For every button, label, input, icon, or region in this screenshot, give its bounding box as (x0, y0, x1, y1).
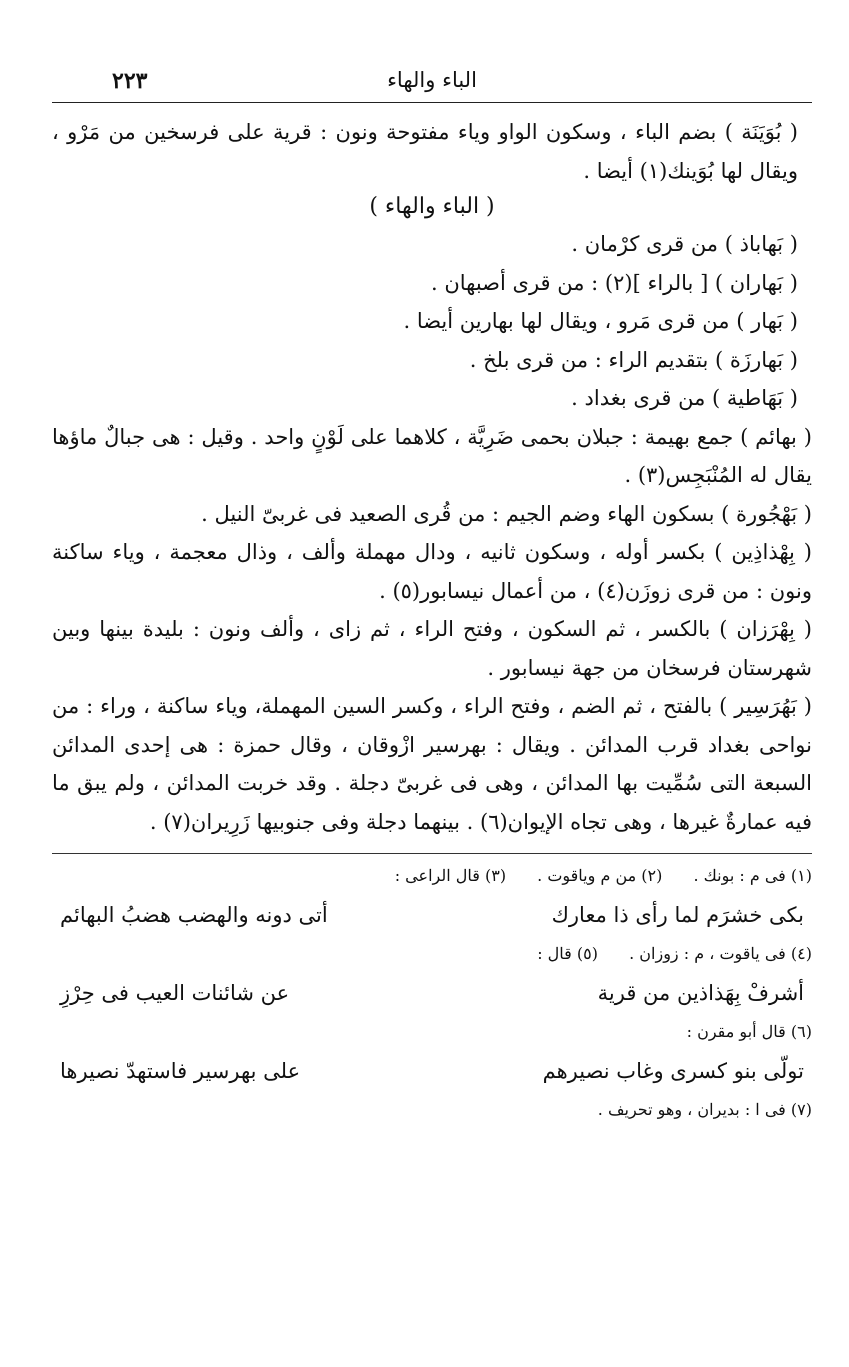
entry: ( بِهْرَزان ) بالكسر ، ثم السكون ، وفتح الراء ، ثم زاى ، وألف ونون : بليدة بينها وبين شهرستان فرسخان من جهة نيسابور . (52, 617, 812, 680)
entry: ( بَهُرَسِير ) بالفتح ، ثم الضم ، وفتح الراء ، وكسر السين المهملة، وياء ساكنة ، وراء : من نواحى بغداد قرب المدائن . ويقال : بهرسير ازْوقان ، وقال حمزة : هى إحدى المدائن السبعة التى سُمِّيت بها المدائن ، وهى فى غربىّ دجلة . وقد خربت المدائن ، ولم يبق ما فيه عمارةٌ غيرها ، وهى تجاه الإيوان(٦) . بينهما دجلة وفى جنوبيها زَرِيران(٧) . (52, 694, 812, 834)
footnote-7: (٧) فى ا : بديران ، وهو تحريف . (597, 1100, 812, 1119)
verse (52, 1048, 812, 1094)
verse-hemistich: على بهرسير فاستهدّ نصيرها (60, 1059, 301, 1083)
entry: ( بهائم ) جمع بهيمة : جبلان بحمى ضَرِيَّة ، كلاهما على لَوْنٍ واحد . وقيل : هى جبالٌ ماؤها يقال له المُنْبَجِس(٣) . (52, 424, 812, 487)
entry: ( بَهاران ) [ بالراء ](٢) : من قرى أصبهان . (430, 270, 798, 295)
section-heading: ( الباء والهاء ) (369, 194, 495, 219)
entry: ( بَهار ) من قرى مَرو ، ويقال لها بهارين أيضا . (403, 309, 798, 333)
running-title: الباء والهاء (387, 68, 477, 92)
footnote-line (52, 1094, 812, 1126)
verse (52, 892, 812, 938)
footnote-6: (٦) قال أبو مقرن : (686, 1022, 812, 1041)
entry: ( بَهْجُورة ) بسكون الهاء وضم الجيم : من قُرى الصعيد فى غربىّ النيل . (201, 501, 812, 526)
footnote-3: (٣) قال الراعى : (394, 866, 507, 885)
footnote-line (52, 1016, 812, 1048)
footnotes (52, 860, 812, 1126)
footnote-2: (٢) من م وياقوت . (537, 866, 663, 885)
document-page (52, 60, 812, 1126)
footnote-5: (٥) قال : (537, 944, 598, 963)
verse-hemistich: تولّى بنو كسرى وغاب نصيرهم (542, 1059, 804, 1083)
verse-hemistich: أشرفْ بِهَذاذين من قرية (597, 981, 804, 1005)
footnote-rule (52, 853, 812, 854)
entry: ( بِهْذاذِين ) بكسر أوله ، وسكون ثانيه ، ودال مهملة وألف ، وذال معجمة ، وياء ساكنة ونون : من قرى زوزَن(٤) ، من أعمال نيسابور(٥) . (52, 540, 812, 603)
page-header (52, 60, 812, 96)
verse (52, 970, 812, 1016)
entry: ( بَهارزَة ) بتقديم الراء : من قرى بلخ . (469, 347, 798, 372)
footnote-line (52, 938, 812, 970)
verse-hemistich: أتى دونه والهضب هضبُ البهائم (60, 903, 328, 927)
footnote-line (52, 860, 812, 892)
entry: ( بَهاباذ ) من قرى كرْمان . (571, 232, 798, 256)
verse-hemistich: عن شائنات العيب فى حِرْزِ (60, 981, 290, 1005)
verse-hemistich: بكى خشرَم لما رأى ذا معارك (551, 903, 804, 927)
entry: ( بَهَاطية ) من قرى بغداد . (571, 386, 798, 410)
header-rule (52, 102, 812, 103)
entry-buwayna: ( بُوَيَنَة ) بضم الباء ، وسكون الواو وياء مفتوحة ونون : قرية على فرسخين من مَرْو ، ويقال لها بُوَينك(١) أيضا . (52, 120, 798, 183)
page-number: ٢٢٣ (112, 68, 148, 94)
footnote-4: (٤) فى ياقوت ، م : زوزان . (629, 944, 812, 963)
footnote-1: (١) فى م : بونك . (693, 866, 812, 885)
